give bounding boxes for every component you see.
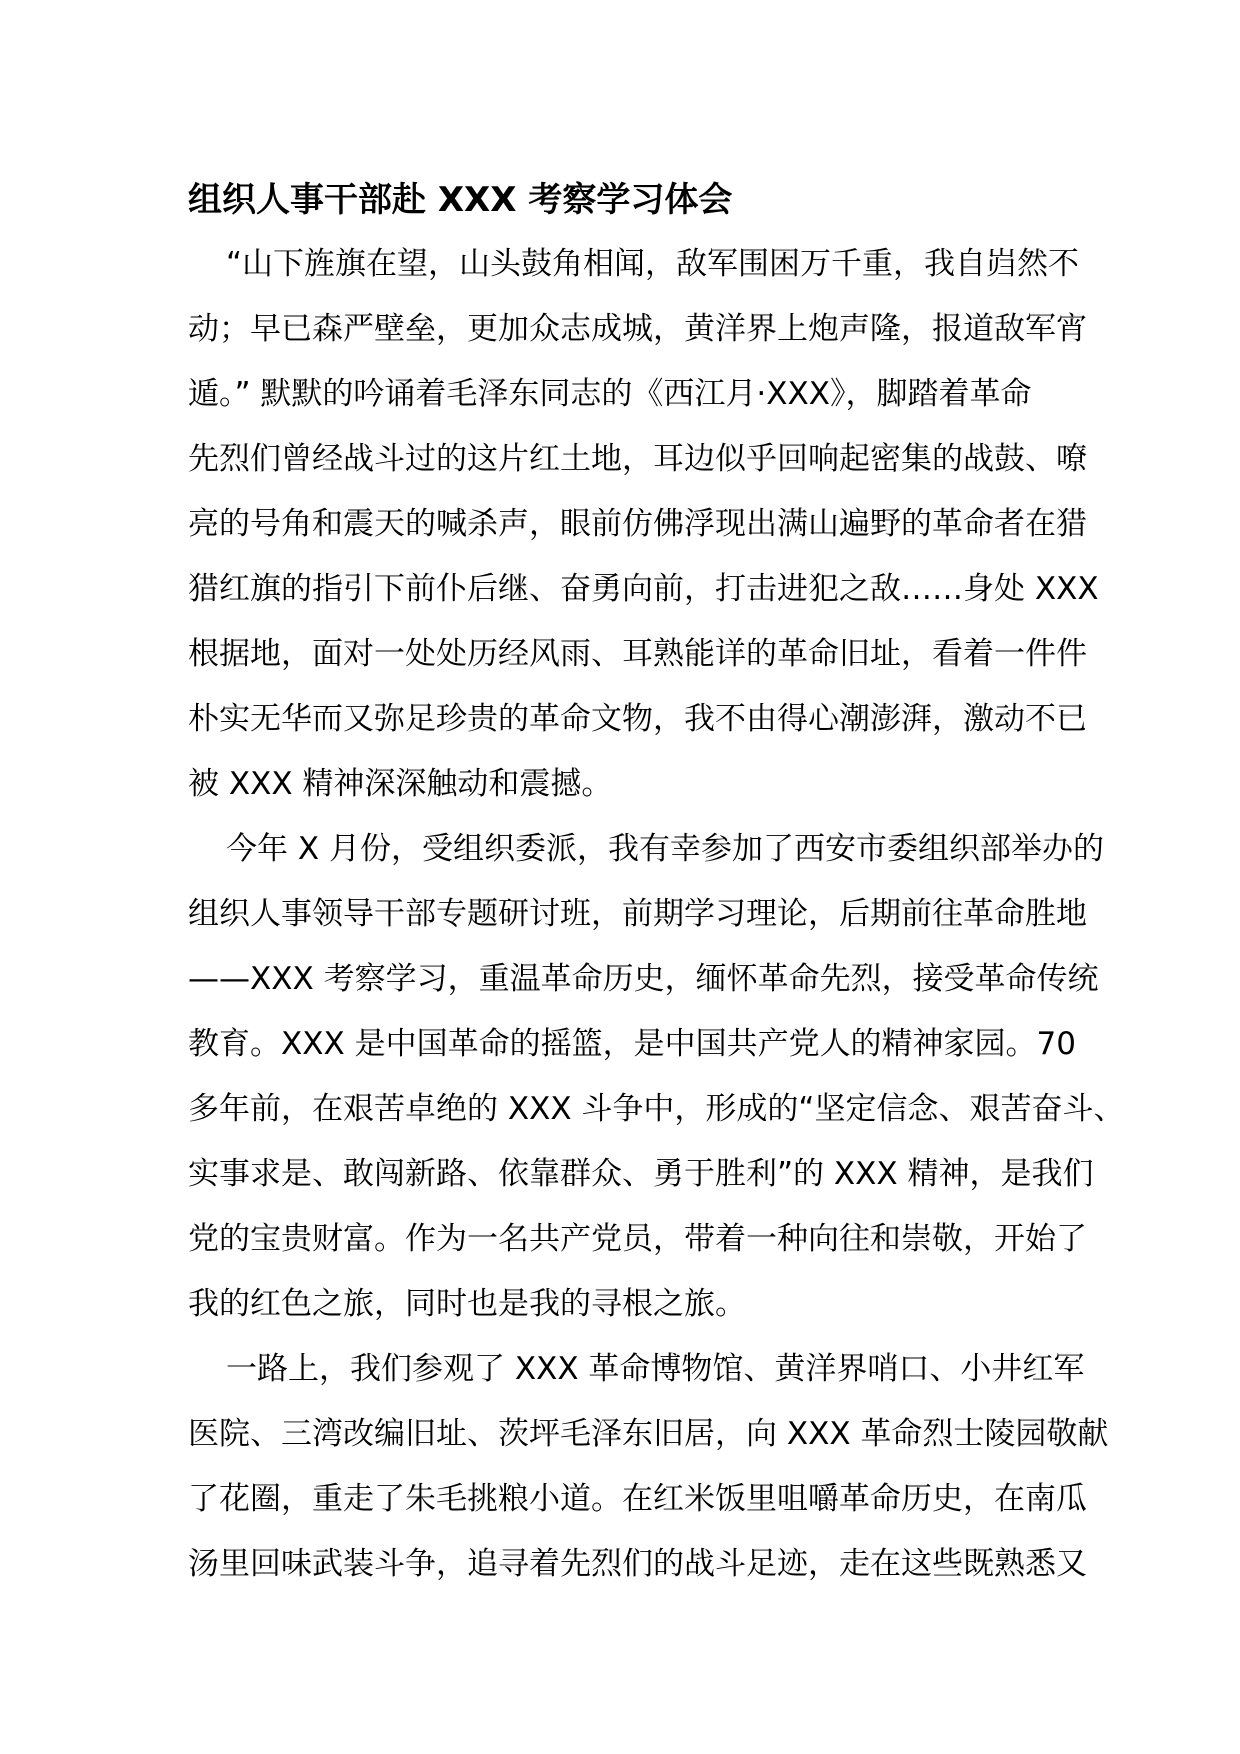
paragraph-line: 亮的号角和震天的喊杀声，眼前仿佛浮现出满山遍野的革命者在猎 bbox=[188, 506, 1087, 542]
paragraph-line: 实事求是、敢闯新路、依靠群众、勇于胜利”的 XXX 精神，是我们 bbox=[188, 1156, 1094, 1192]
paragraph-line: 多年前，在艰苦卓绝的 XXX 斗争中，形成的“坚定信念、艰苦奋斗、 bbox=[188, 1091, 1125, 1127]
paragraph-line: 先烈们曾经战斗过的这片红土地，耳边似乎回响起密集的战鼓、嘹 bbox=[188, 441, 1087, 477]
paragraph-line: 组织人事领导干部专题研讨班，前期学习理论，后期前往革命胜地 bbox=[188, 896, 1087, 932]
paragraph-line: ——XXX 考察学习，重温革命历史，缅怀革命先烈，接受革命传统 bbox=[188, 961, 1099, 997]
paragraph-line: 汤里回味武装斗争，追寻着先烈们的战斗足迹，走在这些既熟悉又 bbox=[188, 1546, 1087, 1582]
paragraph-line: 遁。” 默默的吟诵着毛泽东同志的《西江月·XXX》，脚踏着革命 bbox=[188, 376, 1032, 412]
paragraph-line: 动；早已森严壁垒，更加众志成城，黄洋界上炮声隆，报道敌军宵 bbox=[188, 311, 1087, 347]
paragraph-3 bbox=[188, 1337, 1109, 1597]
document-page bbox=[188, 170, 1125, 1597]
paragraph-line: 一路上，我们参观了 XXX 革命博物馆、黄洋界哨口、小井红军 bbox=[226, 1351, 1085, 1387]
paragraph-2 bbox=[188, 817, 1125, 1337]
paragraph-line: 党的宝贵财富。作为一名共产党员，带着一种向往和崇敬，开始了 bbox=[188, 1221, 1087, 1257]
paragraph-line: 根据地，面对一处处历经风雨、耳熟能详的革命旧址，看着一件件 bbox=[188, 636, 1087, 672]
paragraph-1 bbox=[188, 232, 1099, 817]
paragraph-line: 医院、三湾改编旧址、茨坪毛泽东旧居，向 XXX 革命烈士陵园敬献 bbox=[188, 1416, 1109, 1452]
paragraph-line: 今年 X 月份，受组织委派，我有幸参加了西安市委组织部举办的 bbox=[226, 831, 1104, 867]
paragraph-line: “山下旌旗在望，山头鼓角相闻，敌军围困万千重，我自岿然不 bbox=[226, 246, 1080, 282]
paragraph-line: 我的红色之旅，同时也是我的寻根之旅。 bbox=[188, 1286, 746, 1322]
paragraph-line: 了花圈，重走了朱毛挑粮小道。在红米饭里咀嚼革命历史，在南瓜 bbox=[188, 1481, 1087, 1517]
paragraph-line: 猎红旗的指引下前仆后继、奋勇向前，打击进犯之敌……身处 XXX bbox=[188, 571, 1099, 607]
paragraph-line: 教育。XXX 是中国革命的摇篮，是中国共产党人的精神家园。70 bbox=[188, 1026, 1077, 1062]
paragraph-line: 朴实无华而又弥足珍贵的革命文物，我不由得心潮澎湃，激动不已 bbox=[188, 701, 1087, 737]
document-title: 组织人事干部赴 XXX 考察学习体会 bbox=[188, 180, 733, 220]
paragraph-line: 被 XXX 精神深深触动和震撼。 bbox=[188, 766, 613, 802]
